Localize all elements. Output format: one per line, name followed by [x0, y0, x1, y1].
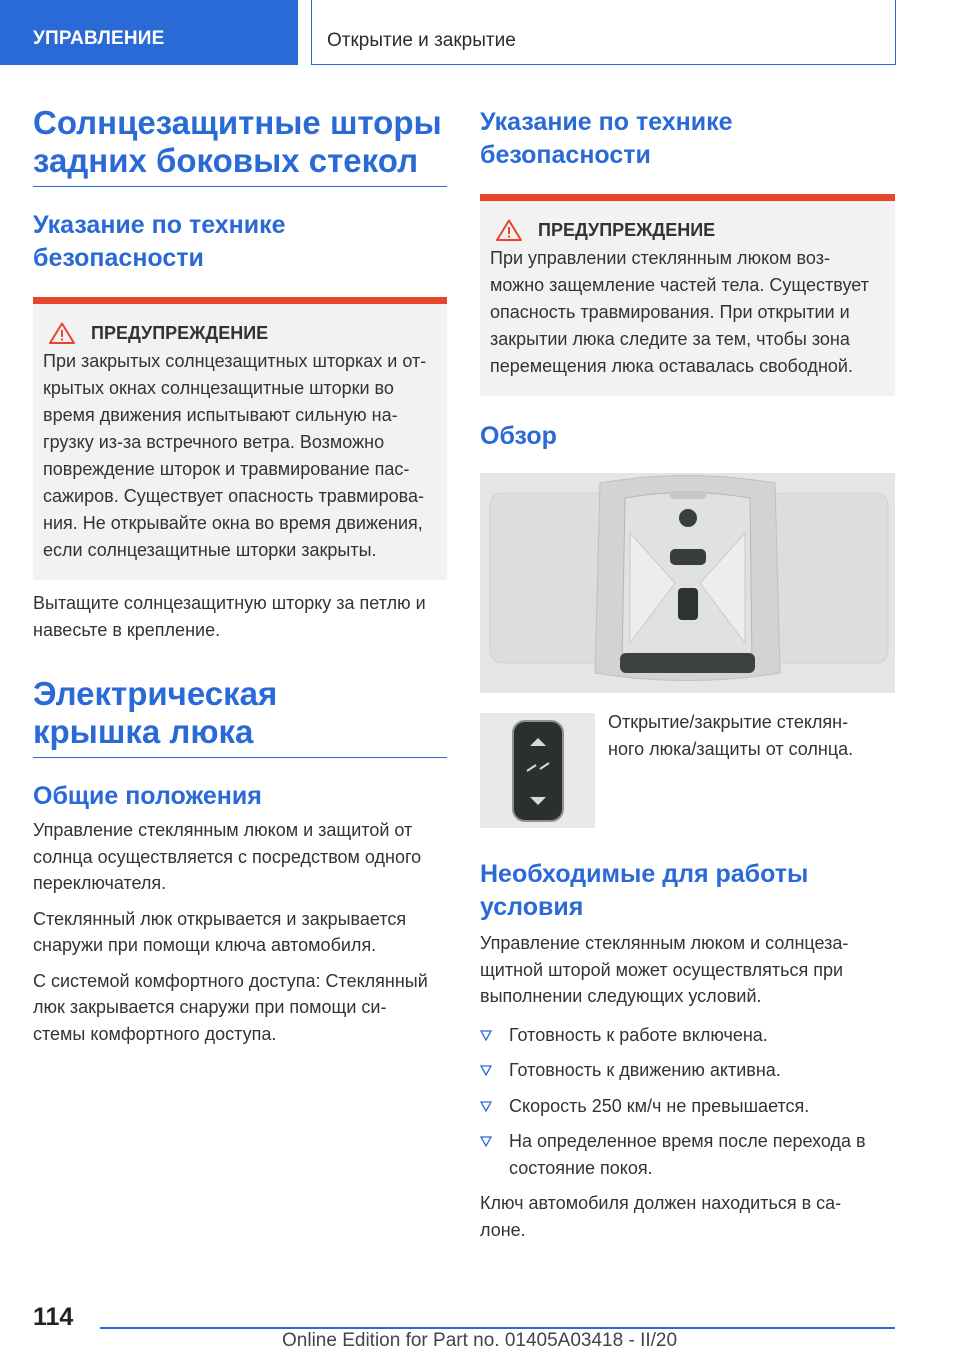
sunroof-title: Электрическая крышка люка — [33, 675, 447, 758]
general-para-2 — [33, 906, 447, 959]
general-para-1 — [33, 817, 447, 897]
text-line: опасность травмирования. При открытии и — [490, 302, 850, 322]
text-line: если солнцезащитные шторки закрыты. — [43, 540, 377, 560]
text-line: состояние покоя. — [509, 1157, 653, 1178]
text-line: лоне. — [480, 1219, 526, 1240]
text-line: Скорость 250 км/ч не превышается. — [509, 1095, 810, 1116]
conditions-list — [480, 1022, 895, 1182]
right-warning-text — [490, 245, 885, 380]
right-warning-header — [490, 219, 885, 241]
page-number: 114 — [33, 1303, 74, 1331]
conditions-heading: Необходимые для работы условия — [480, 860, 809, 921]
right-safety-heading: Указание по технике безопасности — [480, 108, 733, 169]
bullet-triangle-icon — [480, 1065, 492, 1076]
bullet-triangle-icon — [480, 1030, 492, 1041]
text-line: При закрытых солнцезащитных шторках и от- — [43, 351, 427, 371]
roof-console-image — [480, 473, 895, 693]
text-line: ния. Не открывайте окна во время движения, — [43, 513, 423, 533]
list-item — [480, 1057, 895, 1084]
sunroof-switch-image — [480, 713, 595, 828]
bullet-triangle-icon — [480, 1101, 492, 1112]
general-heading: Общие положения — [33, 782, 262, 810]
text-line: можно защемление частей тела. Существует — [490, 275, 869, 295]
text-line: щитной шторой может осуществляться при — [480, 959, 844, 980]
text-line: навесьте в крепление. — [33, 619, 221, 640]
text-line: солнца осуществляется с посредством одного — [33, 846, 422, 867]
edition-note: Online Edition for Part no. 01405A03418 - II/20 — [282, 1330, 678, 1351]
right-column — [480, 100, 895, 1243]
text-line: С системой комфортного доступа: Стеклянный — [33, 970, 428, 991]
right-warning-label: ПРЕДУПРЕЖДЕНИЕ — [538, 219, 716, 240]
bullet-triangle-icon — [480, 1136, 492, 1147]
text-line: переключателя. — [33, 873, 167, 893]
text-line: сажиров. Существует опасность травмирова- — [43, 486, 424, 506]
instruction-paragraph — [33, 590, 447, 643]
text-line: грузку из-за встречного ветра. Возможно — [43, 432, 385, 452]
list-item — [480, 1093, 895, 1120]
warning-triangle-icon — [49, 322, 75, 344]
text-line: Открытие/закрытие стеклян- — [608, 712, 849, 732]
text-line: крытых окнах солнцезащитные шторки во — [43, 378, 394, 398]
text-line: закрытии люка следите за тем, чтобы зона — [490, 329, 850, 349]
text-line: Стеклянный люк открывается и закрывается — [33, 908, 407, 929]
left-warning-label: ПРЕДУПРЕЖДЕНИЕ — [91, 322, 269, 343]
list-item — [480, 1022, 895, 1049]
left-warning-text — [43, 348, 437, 564]
text-line: Управление стеклянным люком и солнцеза- — [480, 933, 849, 953]
footer-divider — [100, 1327, 895, 1329]
text-line: Управление стеклянным люком и защитой от — [33, 820, 413, 840]
text-line: На определенное время после перехода в — [509, 1131, 866, 1151]
right-warning-box — [480, 194, 895, 396]
chapter-title: Открытие и закрытие — [311, 0, 896, 65]
overview-heading: Обзор — [480, 422, 557, 450]
roof-console-illustration — [480, 473, 895, 693]
text-line: Ключ автомобиля должен находиться в са- — [480, 1193, 842, 1213]
left-column — [33, 100, 447, 1047]
sunblind-title: Солнцезащитные шторы задних боковых стекол — [33, 100, 447, 187]
text-line: люк закрывается снаружи при помощи си- — [33, 997, 387, 1017]
general-para-3 — [33, 968, 447, 1048]
text-line: снаружи при помощи ключа автомобиля. — [33, 935, 377, 955]
text-line: стемы комфортного доступа. — [33, 1023, 277, 1044]
warning-triangle-icon — [496, 219, 522, 241]
closing-paragraph — [480, 1190, 895, 1243]
switch-caption — [608, 709, 853, 828]
left-safety-heading: Указание по технике безопасности — [33, 211, 286, 272]
conditions-intro — [480, 930, 895, 1010]
text-line: время движения испытывают сильную на- — [43, 405, 398, 425]
sunroof-switch-illustration — [480, 713, 595, 828]
text-line: Вытащите солнцезащитную шторку за петлю и — [33, 593, 426, 613]
text-line: ного люка/защиты от солнца. — [608, 738, 854, 759]
text-line: перемещения люка оставалась свободной. — [490, 356, 853, 376]
list-item — [480, 1128, 895, 1181]
text-line: повреждение шторок и травмирование пас- — [43, 459, 410, 479]
text-line: Готовность к движению активна. — [509, 1060, 781, 1080]
left-warning-box — [33, 297, 447, 580]
text-line: выполнении следующих условий. — [480, 986, 762, 1006]
left-warning-header — [43, 322, 437, 344]
switch-row — [480, 713, 895, 828]
text-line: Готовность к работе включена. — [509, 1024, 768, 1045]
text-line: При управлении стеклянным люком воз- — [490, 248, 830, 268]
section-tab: УПРАВЛЕНИЕ — [0, 0, 298, 65]
